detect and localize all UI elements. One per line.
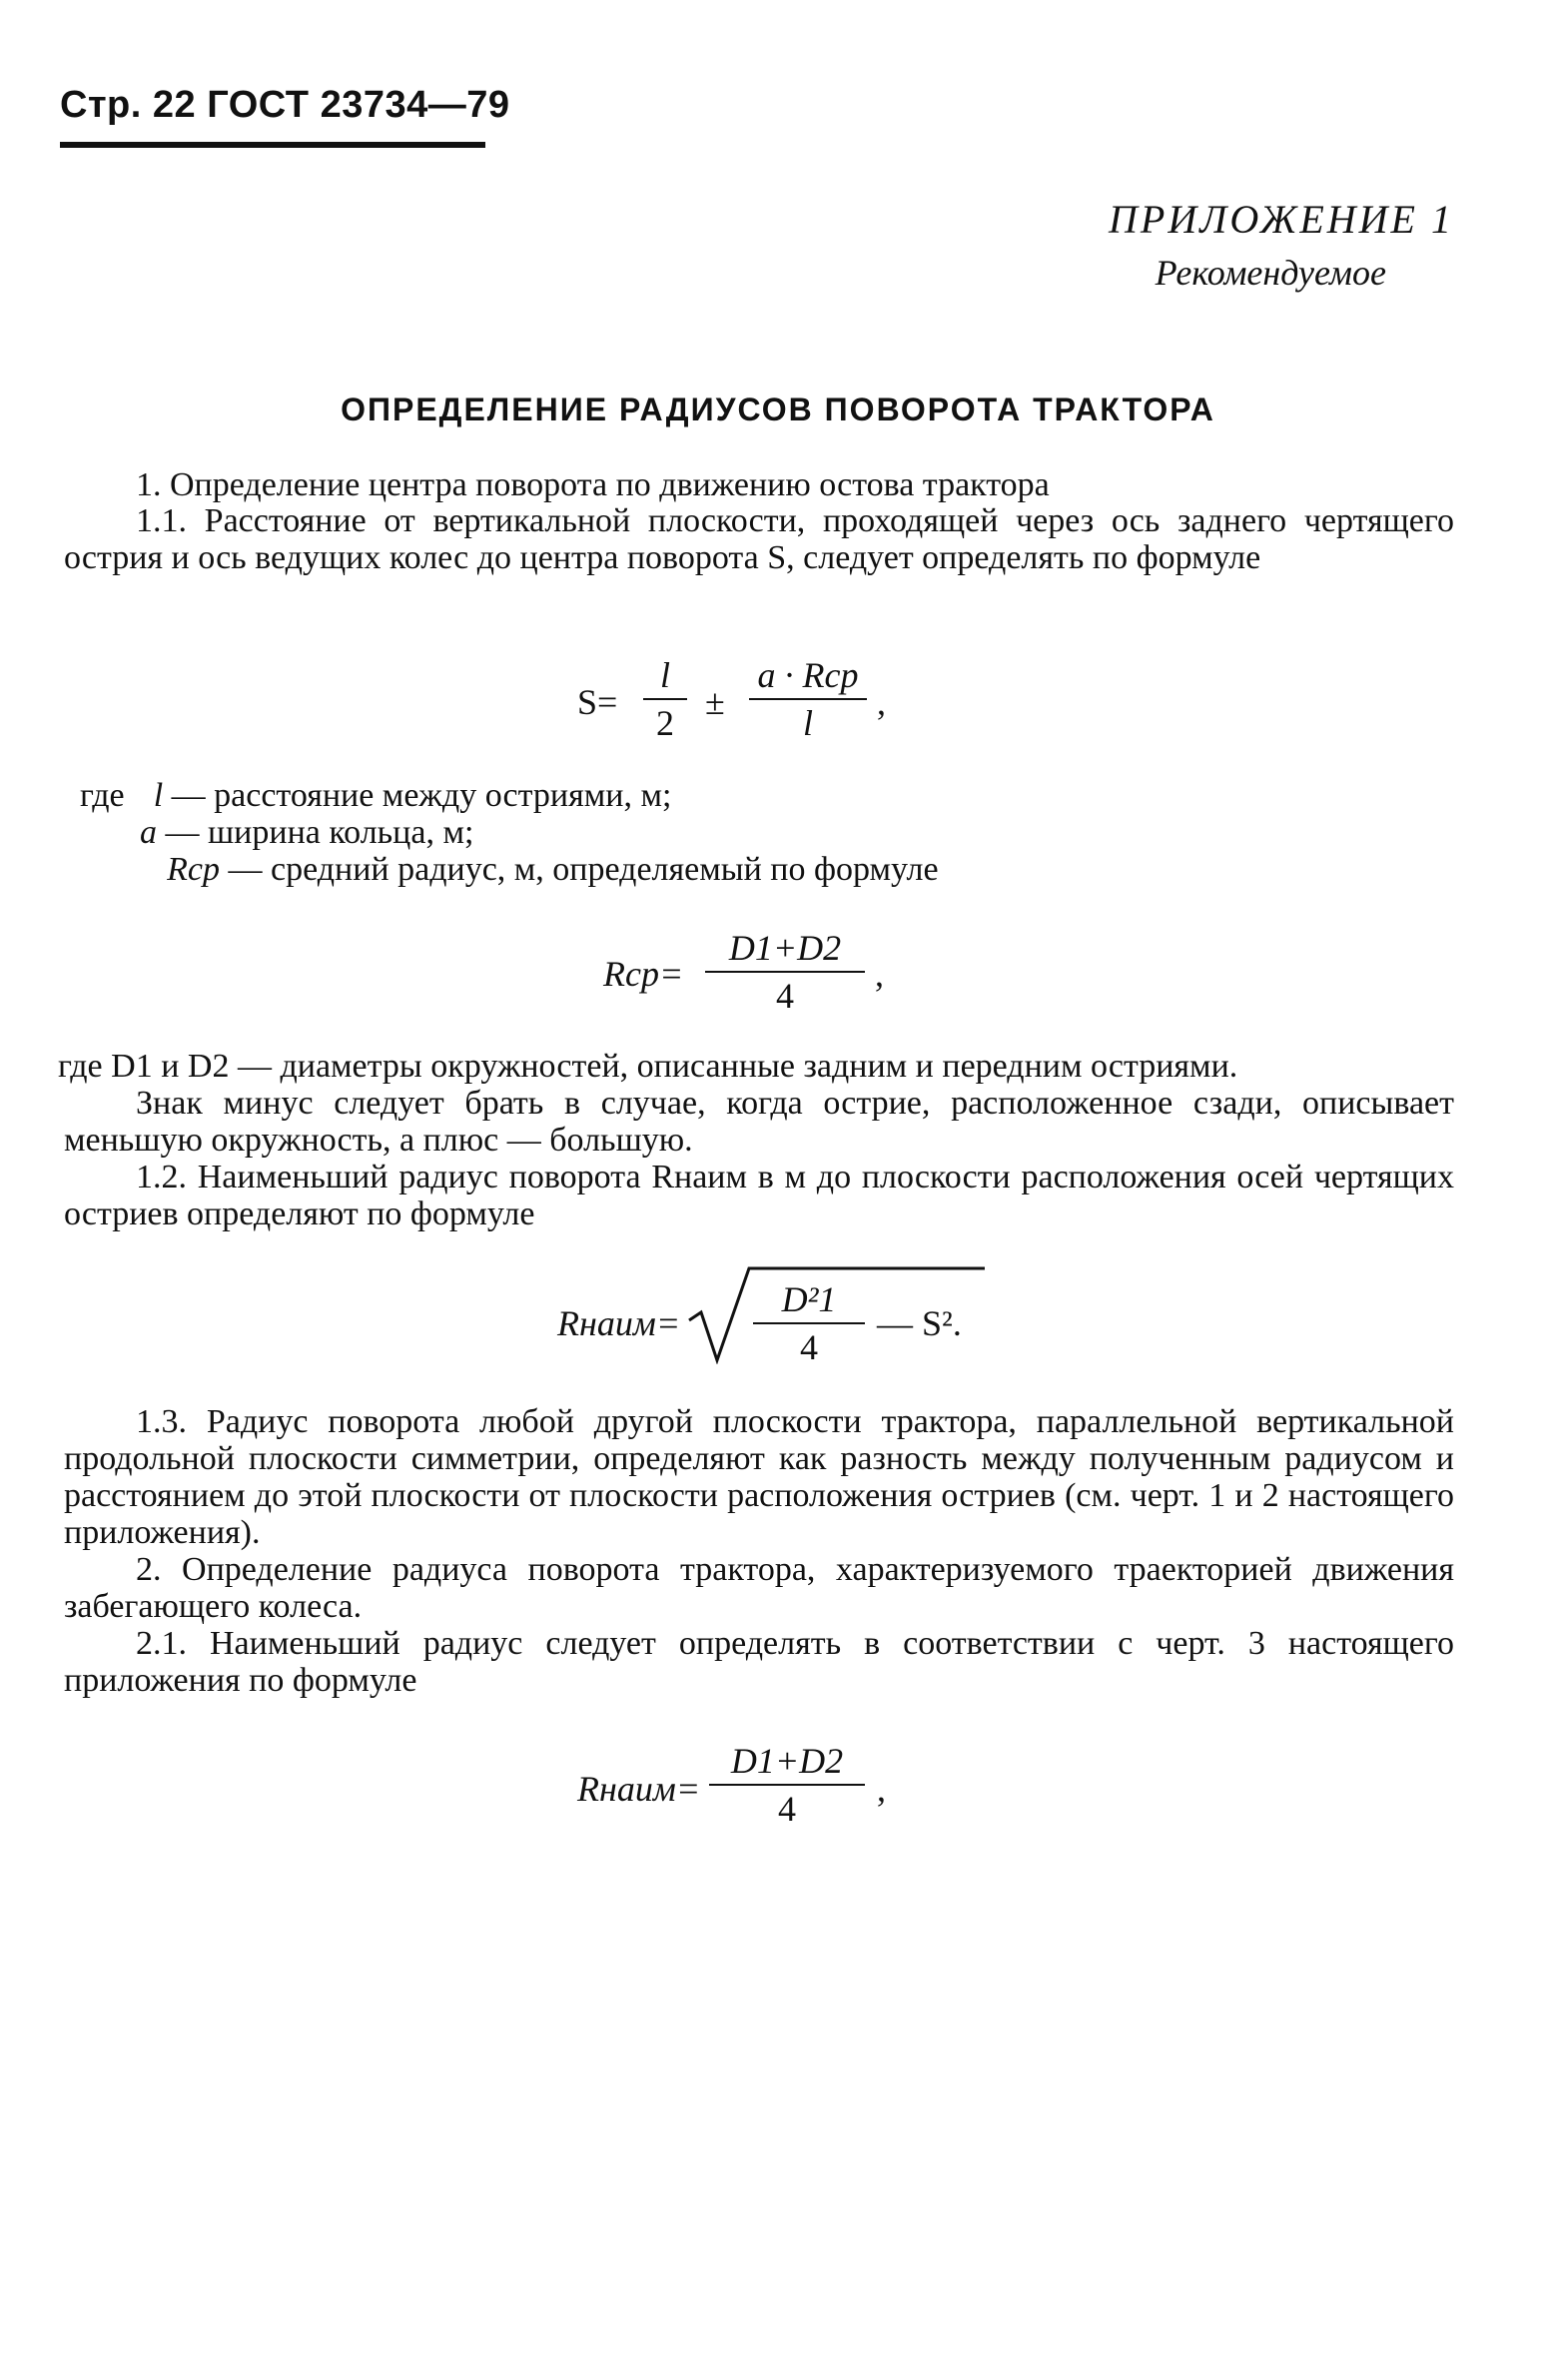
fraction-bar	[709, 1784, 865, 1786]
formula-rmin2-frac	[709, 1740, 865, 1829]
formula-rcp-den: 4	[776, 976, 794, 1016]
definition-row	[80, 814, 473, 851]
definition-symbol: a	[140, 814, 157, 851]
formula-rcp-frac	[705, 927, 865, 1016]
formula-s-frac1	[643, 654, 687, 743]
formula-s-op: ±	[705, 682, 725, 722]
definitions-d1-d2: где D1 и D2 — диаметры окружностей, описанные задним и передним остриями.	[58, 1048, 1238, 1085]
formula-rmin-frac	[753, 1278, 865, 1367]
formula-rmin-den: 4	[800, 1327, 818, 1367]
definition-lead: где	[80, 777, 125, 814]
formula-s-den2: l	[802, 703, 813, 743]
formula-s-end: ,	[877, 682, 886, 722]
header-rule	[60, 142, 485, 148]
formula-s-den1: 2	[656, 703, 674, 743]
formula-rcp-end: ,	[875, 954, 884, 994]
paragraph-1-2: 1.2. Наименьший радиус поворота Rнаим в м до плоскости расположения осей чертящих остриев определяют по формуле	[64, 1159, 1454, 1232]
definition-row	[80, 851, 939, 888]
definition-symbol: l	[153, 777, 164, 814]
formula-rcp-num: D1+D2	[728, 928, 842, 968]
appendix-status: Рекомендуемое	[1155, 253, 1386, 293]
formula-s-num1: l	[659, 655, 670, 695]
formula-s-lhs: S=	[577, 682, 618, 722]
paragraph-2: 2. Определение радиуса поворота трактора, характеризуемого траекторией движения забегающего колеса.	[64, 1551, 1454, 1625]
formula-rmin-num: D²1	[781, 1279, 837, 1319]
paragraph-1: 1. Определение центра поворота по движению остова трактора	[136, 466, 1050, 503]
document-title: ОПРЕДЕЛЕНИЕ РАДИУСОВ ПОВОРОТА ТРАКТОРА	[341, 392, 1215, 427]
page-header: Стр. 22 ГОСТ 23734—79	[60, 84, 510, 126]
paragraph-1-3: 1.3. Радиус поворота любой другой плоскости трактора, параллельной вертикальной продольной плоскости симметрии, определяют как разность между полученным радиусом и расстоянием до этой плоскости от плоскости расположения остриев (см. черт. 1 и 2 настоящего приложения).	[64, 1403, 1454, 1551]
formula-rmin2-den: 4	[778, 1789, 796, 1829]
fraction-bar	[753, 1322, 865, 1324]
formula-rmin	[577, 1740, 907, 1836]
paragraph-2-1: 2.1. Наименьший радиус следует определять в соответствии с черт. 3 настоящего приложения по формуле	[64, 1625, 1454, 1699]
formula-s-num2: a · Rср	[757, 655, 859, 695]
definition-text: — ширина кольца, м;	[165, 814, 474, 851]
fraction-bar	[705, 971, 865, 973]
formula-rcp-lhs: Rср=	[603, 954, 684, 994]
definition-symbol: Rср	[167, 851, 220, 888]
formula-s-frac2	[749, 654, 867, 743]
fraction-bar	[643, 698, 687, 700]
fraction-bar	[749, 698, 867, 700]
formula-rmin-sqrt	[557, 1260, 997, 1370]
formula-rmin2-num: D1+D2	[730, 1741, 844, 1781]
formula-rmin-lhs: Rнаим=	[557, 1303, 681, 1343]
formula-rcp	[603, 927, 903, 1017]
paragraph-1-1: 1.1. Расстояние от вертикальной плоскости, проходящей через ось заднего чертящего острия и ось ведущих колес до центра поворота S, следует определять по формуле	[64, 502, 1454, 576]
definition-row	[80, 777, 671, 814]
appendix-label: ПРИЛОЖЕНИЕ 1	[1109, 197, 1454, 242]
definition-text: — средний радиус, м, определяемый по формуле	[228, 851, 939, 888]
formula-rmin2-lhs: Rнаим=	[577, 1769, 701, 1809]
formula-s	[577, 654, 907, 750]
formula-rmin-rest: — S².	[877, 1303, 962, 1343]
definition-text: — расстояние между остриями, м;	[171, 777, 672, 814]
paragraph-sign: Знак минус следует брать в случае, когда острие, расположенное сзади, описывает меньшую окружность, а плюс — большую.	[64, 1085, 1454, 1159]
formula-rmin2-end: ,	[877, 1769, 886, 1809]
